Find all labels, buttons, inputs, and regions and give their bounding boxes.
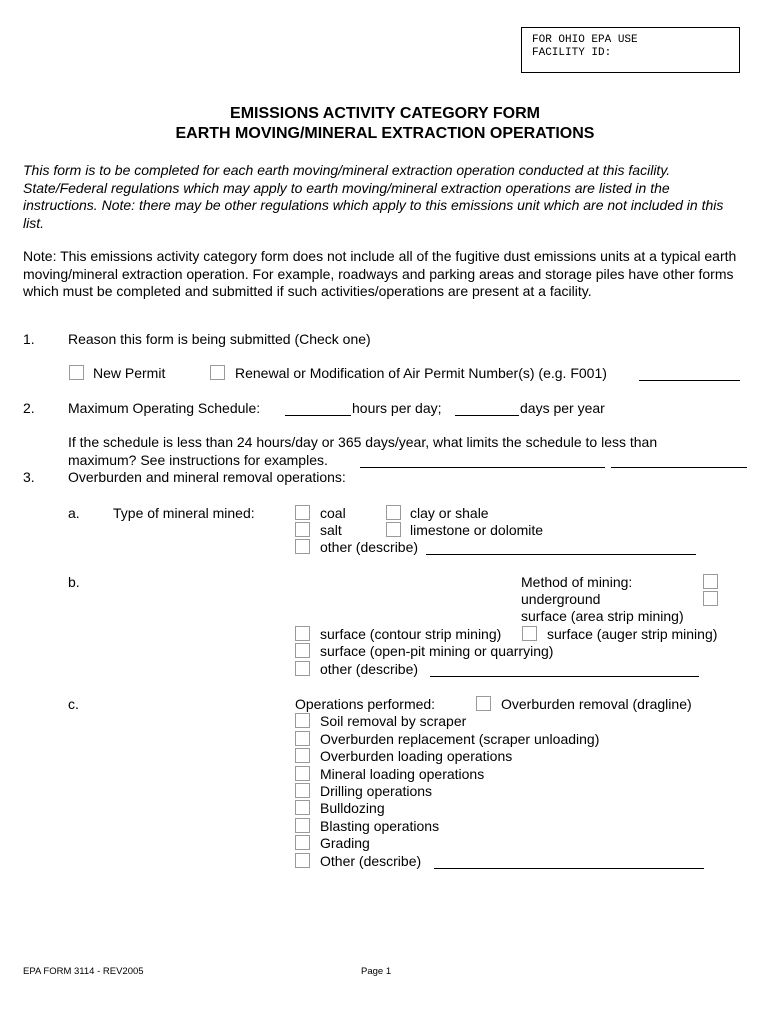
hours-per-day-label: hours per day; [352, 400, 442, 416]
days-per-year-field[interactable] [455, 400, 519, 416]
drilling-checkbox[interactable] [295, 783, 310, 798]
page-number: Page 1 [361, 966, 392, 977]
other-mineral-checkbox[interactable] [295, 539, 310, 554]
mineral-loading-label: Mineral loading operations [320, 766, 485, 782]
overburden-replacement-label: Overburden replacement (scraper unloading) [320, 731, 600, 747]
salt-checkbox[interactable] [295, 522, 310, 537]
mineral-type-label: Type of mineral mined: [113, 505, 255, 521]
q3b-letter: b. [68, 574, 80, 590]
permit-number-field[interactable] [639, 365, 740, 381]
q3c-letter: c. [68, 696, 79, 712]
surface-auger-label: surface (auger strip mining) [547, 626, 718, 642]
form-subtitle: EARTH MOVING/MINERAL EXTRACTION OPERATIONS [175, 125, 595, 142]
days-per-year-label: days per year [520, 400, 605, 416]
renewal-label: Renewal or Modification of Air Permit Number(s) (e.g. F001) [235, 365, 607, 381]
other-operation-label: Other (describe) [320, 853, 422, 869]
clay-label: clay or shale [410, 505, 489, 521]
underground-checkbox[interactable] [703, 574, 718, 589]
surface-open-pit-label: surface (open-pit mining or quarrying) [320, 643, 554, 659]
grading-checkbox[interactable] [295, 835, 310, 850]
limestone-label: limestone or dolomite [410, 522, 544, 538]
overburden-removal-label: Overburden removal (dragline) [501, 696, 692, 712]
other-method-field[interactable] [430, 661, 699, 677]
limestone-checkbox[interactable] [386, 522, 401, 537]
blasting-label: Blasting operations [320, 818, 440, 834]
underground-label: underground [521, 591, 601, 607]
drilling-label: Drilling operations [320, 783, 433, 799]
ohio-epa-use-box [521, 27, 740, 73]
overburden-replacement-checkbox[interactable] [295, 731, 310, 746]
mining-method-label: Method of mining: [521, 574, 633, 590]
q2-number: 2. [23, 400, 35, 416]
q3a-letter: a. [68, 505, 80, 521]
other-operation-field[interactable] [434, 853, 704, 869]
q2-text: Maximum Operating Schedule: [68, 400, 261, 416]
schedule-limit-question-2: maximum? See instructions for examples. [68, 452, 328, 468]
new-permit-label: New Permit [93, 365, 166, 381]
overburden-removal-checkbox[interactable] [476, 696, 491, 711]
grading-label: Grading [320, 835, 370, 851]
schedule-limit-field[interactable] [360, 452, 605, 468]
mineral-loading-checkbox[interactable] [295, 766, 310, 781]
overburden-loading-checkbox[interactable] [295, 748, 310, 763]
intro-paragraph: This form is to be completed for each earth moving/mineral extraction operation conducted at this facility. State/Federal regulations which may apply to earth moving/mineral extraction operations are listed in the instructions. Note: there may be other regulations which apply to this emissions unit which are not included in this list. [23, 162, 724, 231]
hours-per-day-field[interactable] [285, 400, 351, 416]
other-method-label: other (describe) [320, 661, 419, 677]
renewal-checkbox[interactable] [210, 365, 225, 380]
q3-text: Overburden and mineral removal operations: [68, 469, 346, 485]
clay-checkbox[interactable] [386, 505, 401, 520]
form-id: EPA FORM 3114 - REV2005 [23, 966, 144, 977]
q1-number: 1. [23, 331, 35, 347]
overburden-loading-label: Overburden loading operations [320, 748, 513, 764]
soil-removal-label: Soil removal by scraper [320, 713, 467, 729]
new-permit-checkbox[interactable] [69, 365, 84, 380]
q1-text: Reason this form is being submitted (Check one) [68, 331, 371, 347]
schedule-limit-question: If the schedule is less than 24 hours/day or 365 days/year, what limits the schedule to less than [68, 434, 658, 450]
surface-open-pit-checkbox[interactable] [295, 643, 310, 658]
salt-label: salt [320, 522, 342, 538]
other-mineral-label: other (describe) [320, 539, 419, 555]
bulldozing-checkbox[interactable] [295, 800, 310, 815]
facility-id-label: FACILITY ID: [532, 47, 612, 59]
other-mineral-field[interactable] [426, 539, 696, 555]
soil-removal-checkbox[interactable] [295, 713, 310, 728]
coal-checkbox[interactable] [295, 505, 310, 520]
schedule-limit-field-2[interactable] [611, 452, 747, 468]
blasting-checkbox[interactable] [295, 818, 310, 833]
surface-area-label: surface (area strip mining) [521, 608, 684, 624]
other-operation-checkbox[interactable] [295, 853, 310, 868]
note-paragraph: Note: This emissions activity category form does not include all of the fugitive dust emissions units at a typical earth moving/mineral extraction operation. For example, roadways and parking areas and storage piles have other forms which must be completed and submitted if such activities/operations are present at a facility. [23, 248, 737, 299]
epa-use-label: FOR OHIO EPA USE [532, 34, 638, 46]
operations-performed-label: Operations performed: [295, 696, 436, 712]
surface-auger-checkbox[interactable] [522, 626, 537, 641]
form-title: EMISSIONS ACTIVITY CATEGORY FORM [230, 105, 540, 122]
bulldozing-label: Bulldozing [320, 800, 385, 816]
q3-number: 3. [23, 469, 35, 485]
surface-contour-label: surface (contour strip mining) [320, 626, 502, 642]
other-method-checkbox[interactable] [295, 661, 310, 676]
surface-area-checkbox[interactable] [703, 591, 718, 606]
surface-contour-checkbox[interactable] [295, 626, 310, 641]
coal-label: coal [320, 505, 346, 521]
